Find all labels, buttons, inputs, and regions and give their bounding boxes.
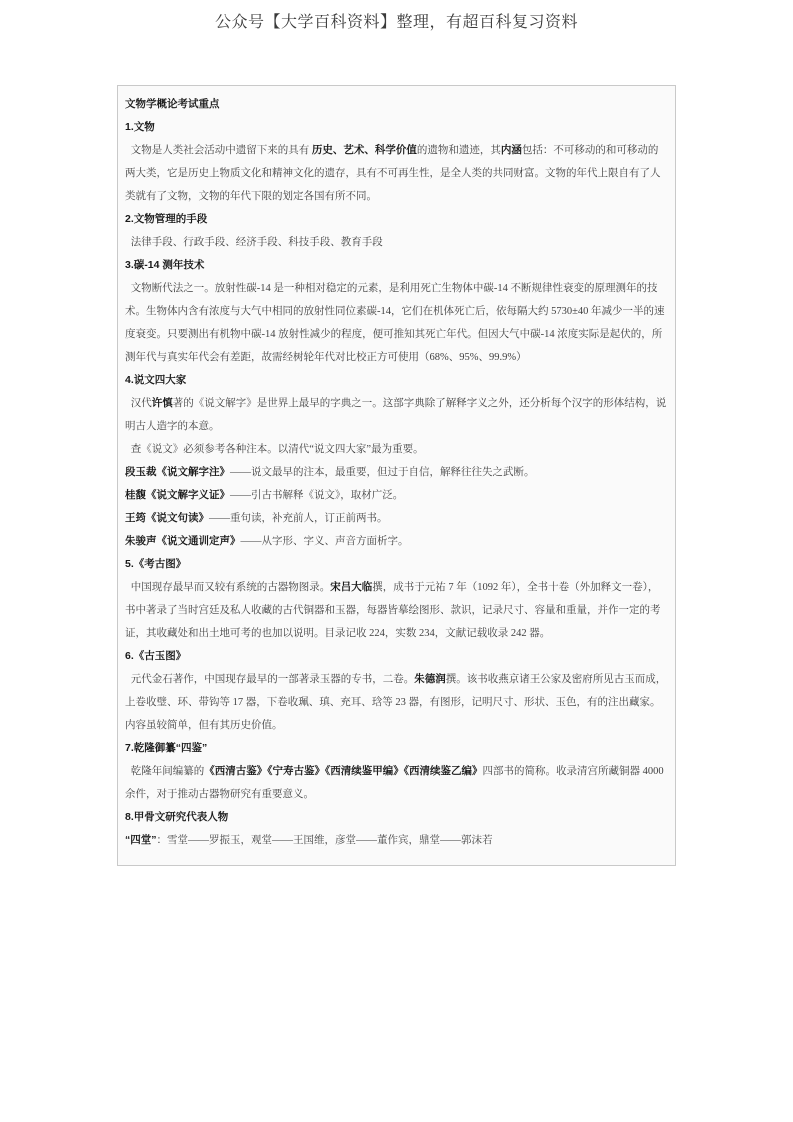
section-heading-2: 2.文物管理的手段 <box>125 213 208 225</box>
paragraph <box>125 760 668 806</box>
bold-text-run: 朱德润 <box>414 673 446 685</box>
text-run: ——引古书解释《说文》，取材广泛。 <box>230 490 404 501</box>
text-run: 包括：不可移动的和可移动的两大类，它是历史上物质文化和精神文化的遗存，具有不可再生性，是全人类的共同财富。文物的年代上限自有了人类就有了文物，文物的年代下限的划定各国有所不同。 <box>125 145 661 202</box>
bold-text-run: 内涵 <box>500 144 522 156</box>
bold-text-run: “四堂” <box>125 834 157 846</box>
bold-text-run: 段玉裁《说文解字注》 <box>125 466 230 478</box>
text-run: 查《说文》必须参考各种注本。以清代“说文四大家”最为重要。 <box>130 444 424 455</box>
text-run: ——重句读，补充前人，订正前两书。 <box>209 513 388 524</box>
paragraph <box>125 484 668 507</box>
text-run: 法律手段、行政手段、经济手段、科技手段、教育手段 <box>130 237 383 248</box>
text-run: 元代金石著作，中国现存最早的一部著录玉器的专书，二卷。 <box>130 674 415 685</box>
paragraph <box>125 829 668 852</box>
bold-text-run: 历史、艺术、科学价值 <box>311 144 417 156</box>
section-heading-6: 6.《古玉图》 <box>125 650 187 662</box>
bold-text-run: 桂馥《说文解字义证》 <box>125 489 230 501</box>
text-run: 撰，成书于元祐 7 年（1092 年），全书十卷（外加释文一卷），书中著录了当时宫廷及私人收藏的古代铜器和玉器，每器皆摹绘图形、款识，记录尺寸、容量和重量，并作一定的考证，其收藏处和出土地可考的也加以说明。目录记收 224，实数 234，文献记载收录 242 器。 <box>125 582 661 639</box>
bold-text-run: 许慎 <box>151 397 173 409</box>
paragraph <box>125 438 668 461</box>
section-heading-1: 1.文物 <box>125 121 155 133</box>
text-run: 四部书的简称。收录清宫所藏铜器 4000 余件，对于推动古器物研究有重要意义。 <box>125 766 664 800</box>
paragraph <box>125 461 668 484</box>
text-run: ——从字形、字义、声音方面析字。 <box>240 536 409 547</box>
text-run: 乾隆年间编纂的 <box>130 766 205 777</box>
text-run: 中国现存最早而又较有系统的古器物图录。 <box>130 582 331 593</box>
text-run: 的遗物和遗迹，其 <box>416 145 501 156</box>
section-heading-5: 5.《考古图》 <box>125 558 187 570</box>
bold-text-run: 《西清古鉴》《宁寿古鉴》《西清续鉴甲编》《西清续鉴乙编》 <box>204 765 483 777</box>
text-run: ：雪堂——罗振玉，观堂——王国维，彦堂——董作宾，鼎堂——郭沫若 <box>156 835 493 846</box>
paragraph <box>125 139 668 208</box>
document-panel <box>117 85 676 866</box>
bold-text-run: 朱骏声《说文通训定声》 <box>125 535 241 547</box>
paragraph <box>125 507 668 530</box>
text-run: 文物断代法之一。放射性碳-14 是一种相对稳定的元素，是利用死亡生物体中碳-14 不断规律性衰变的原理测年的技术。生物体内含有浓度与大气中相同的放射性同位素碳-14，它们在机体死亡后，依每隔大约 5730±40 年减少一半的速度衰变。只要测出有机物中碳-14 放射性减少的程度，便可推知其死亡年代。但因大气中碳-14 浓度实际是起伏的，所测年代与真实年代会有差距，故需经树轮年代对比校正方可使用（68%、95%、99.9%） <box>125 283 665 363</box>
section-heading-4: 4.说文四大家 <box>125 374 187 386</box>
bold-text-run: 宋吕大临 <box>330 581 373 593</box>
section-heading-8: 8.甲骨文研究代表人物 <box>125 811 229 823</box>
section-heading-3: 3.碳-14 测年技术 <box>125 259 205 271</box>
paragraph <box>125 277 668 369</box>
paragraph <box>125 231 668 254</box>
paragraph <box>125 530 668 553</box>
paragraph <box>125 576 668 645</box>
section-heading-7: 7.乾隆御纂“四鉴” <box>125 742 208 754</box>
paragraph <box>125 668 668 737</box>
paragraph <box>125 392 668 438</box>
document-title: 文物学概论考试重点 <box>125 98 220 110</box>
text-run: 汉代 <box>130 398 152 409</box>
text-run: 撰。该书收燕京诸王公家及密府所见古玉而成，上卷收璧、环、带钩等 17 器，下卷收珮、瑱、充耳、琀等 23 器，有图形，记明尺寸、形状、玉色，有的注出藏家。内容虽较简单，但有其历史价值。 <box>125 674 667 731</box>
text-run: 著的《说文解字》是世界上最早的字典之一。这部字典除了解释字义之外，还分析每个汉字的形体结构，说明古人造字的本意。 <box>125 398 667 432</box>
bold-text-run: 王筠《说文句读》 <box>125 512 209 524</box>
text-run: ——说文最早的注本，最重要，但过于自信，解释往往失之武断。 <box>230 467 535 478</box>
text-run: 文物是人类社会活动中遗留下来的具有 <box>130 145 312 156</box>
page-header: 公众号【大学百科资料】整理，有超百科复习资料 <box>214 14 578 31</box>
